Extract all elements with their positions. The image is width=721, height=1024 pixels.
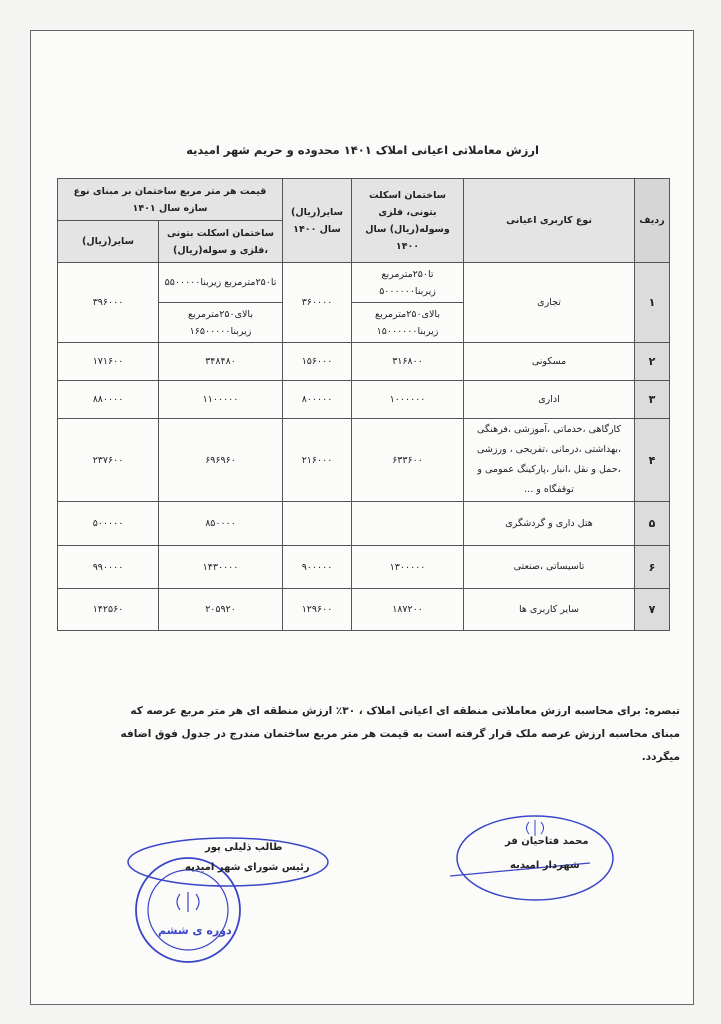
other-1400-cell: ۹۰۰۰۰۰ <box>283 546 352 589</box>
concrete-1401-cell: ۶۹۶۹۶۰ <box>159 419 283 502</box>
table-row <box>58 589 670 631</box>
other-1401-cell: ۳۹۶۰۰۰ <box>58 263 159 343</box>
note-text: تبصره: برای محاسبه ارزش معاملاتی منطقه ای اعیانی املاک ، ۳۰٪ ارزش منطقه ای هر متر مربع عرصه که مبنای محاسبه ارزش عرصه ملک قرار گرفته است به قیمت هر متر مربع ساختمان مندرج در جدول فوق اضافه میگردد. <box>120 705 680 763</box>
emblem-icon <box>177 892 199 912</box>
table-row <box>58 343 670 381</box>
table-row <box>58 419 670 502</box>
header-group-1401: قیمت هر متر مربع ساختمان بر مبنای نوع سازه سال ۱۴۰۱ <box>58 179 283 221</box>
usage-cell: سایر کاربری ها <box>464 589 635 631</box>
mayor-name: محمد فتاحیان فر <box>505 836 589 847</box>
concrete-1401-cell: ۲۰۵۹۲۰ <box>159 589 283 631</box>
council-stamp-period: دوره ی ششم <box>158 924 232 937</box>
row-number: ۶ <box>635 546 670 589</box>
concrete-1401-cell: ۸۵۰۰۰۰ <box>159 502 283 546</box>
concrete-1400-cell: تا۲۵۰مترمربع زیربنا۵۰۰۰۰۰۰ <box>352 263 464 303</box>
header-usage: نوع کاربری اعیانی <box>464 179 635 263</box>
other-1401-cell: ۱۷۱۶۰۰ <box>58 343 159 381</box>
other-1400-cell: ۸۰۰۰۰۰ <box>283 381 352 419</box>
table-row <box>58 502 670 546</box>
header-concrete-1400: ساختمان اسکلت بتونی، فلزی وسوله(ریال) سال ۱۴۰۰ <box>352 179 464 263</box>
concrete-1400-cell: بالای۲۵۰مترمربع زیربنا۱۵۰۰۰۰۰۰ <box>352 303 464 343</box>
concrete-1401-cell: تا۲۵۰مترمربع زیربنا۵۵۰۰۰۰۰ <box>159 263 283 303</box>
other-1400-cell: ۱۲۹۶۰۰ <box>283 589 352 631</box>
other-1400-cell <box>283 502 352 546</box>
other-1400-cell: ۳۶۰۰۰۰ <box>283 263 352 343</box>
usage-cell: تجاری <box>464 263 635 343</box>
usage-cell: کارگاهی ،خدماتی ،آموزشی ،فرهنگی ،بهداشتی ،درمانی ،تفریحی ، ورزشی ،حمل و نقل ،انبار ،پارکینگ عمومی و توقفگاه و ... <box>464 419 635 502</box>
mayor-stamp <box>440 808 620 908</box>
usage-cell: مسکونی <box>464 343 635 381</box>
concrete-1401-cell: ۱۱۰۰۰۰۰ <box>159 381 283 419</box>
document-title: ارزش معاملاتی اعیانی املاک ۱۴۰۱ محدوده و حریم شهر امیدیه <box>186 143 539 157</box>
header-row-no: ردیف <box>635 179 670 263</box>
emblem-icon <box>527 820 544 836</box>
property-value-table <box>57 178 670 631</box>
header-other-1400: سایر(ریال) سال ۱۴۰۰ <box>283 179 352 263</box>
concrete-1401-cell: ۳۴۸۴۸۰ <box>159 343 283 381</box>
table-row <box>58 381 670 419</box>
concrete-1400-cell: ۱۳۰۰۰۰۰ <box>352 546 464 589</box>
usage-cell: اداری <box>464 381 635 419</box>
row-number: ۳ <box>635 381 670 419</box>
row-number: ۲ <box>635 343 670 381</box>
usage-cell: هتل داری و گردشگری <box>464 502 635 546</box>
other-1401-cell: ۱۴۲۵۶۰ <box>58 589 159 631</box>
usage-cell: تاسیساتی ،صنعتی <box>464 546 635 589</box>
concrete-1401-cell: ۱۴۳۰۰۰۰ <box>159 546 283 589</box>
concrete-1400-cell <box>352 502 464 546</box>
concrete-1401-cell: بالای۲۵۰مترمربع زیربنا۱۶۵۰۰۰۰۰ <box>159 303 283 343</box>
row-number: ۴ <box>635 419 670 502</box>
header-other-1401: سایر(ریال) <box>58 221 159 263</box>
concrete-1400-cell: ۶۳۳۶۰۰ <box>352 419 464 502</box>
row-number: ۷ <box>635 589 670 631</box>
council-head-name: طالب ذلیلی پور <box>205 842 283 853</box>
other-1401-cell: ۸۸۰۰۰۰ <box>58 381 159 419</box>
concrete-1400-cell: ۱۰۰۰۰۰۰ <box>352 381 464 419</box>
other-1401-cell: ۲۳۷۶۰۰ <box>58 419 159 502</box>
mayor-title: شهردار امیدیه <box>510 860 580 871</box>
other-1400-cell: ۲۱۶۰۰۰ <box>283 419 352 502</box>
concrete-1400-cell: ۳۱۶۸۰۰ <box>352 343 464 381</box>
concrete-1400-cell: ۱۸۷۲۰۰ <box>352 589 464 631</box>
row-number: ۱ <box>635 263 670 343</box>
council-head-title: رئیس شورای شهر امیدیه <box>185 862 310 873</box>
table-row <box>58 546 670 589</box>
other-1400-cell: ۱۵۶۰۰۰ <box>283 343 352 381</box>
other-1401-cell: ۹۹۰۰۰۰ <box>58 546 159 589</box>
other-1401-cell: ۵۰۰۰۰۰ <box>58 502 159 546</box>
row-number: ۵ <box>635 502 670 546</box>
header-concrete-1401: ساختمان اسکلت بتونی ،فلزی و سوله(ریال) <box>159 221 283 263</box>
table-row <box>58 263 670 303</box>
